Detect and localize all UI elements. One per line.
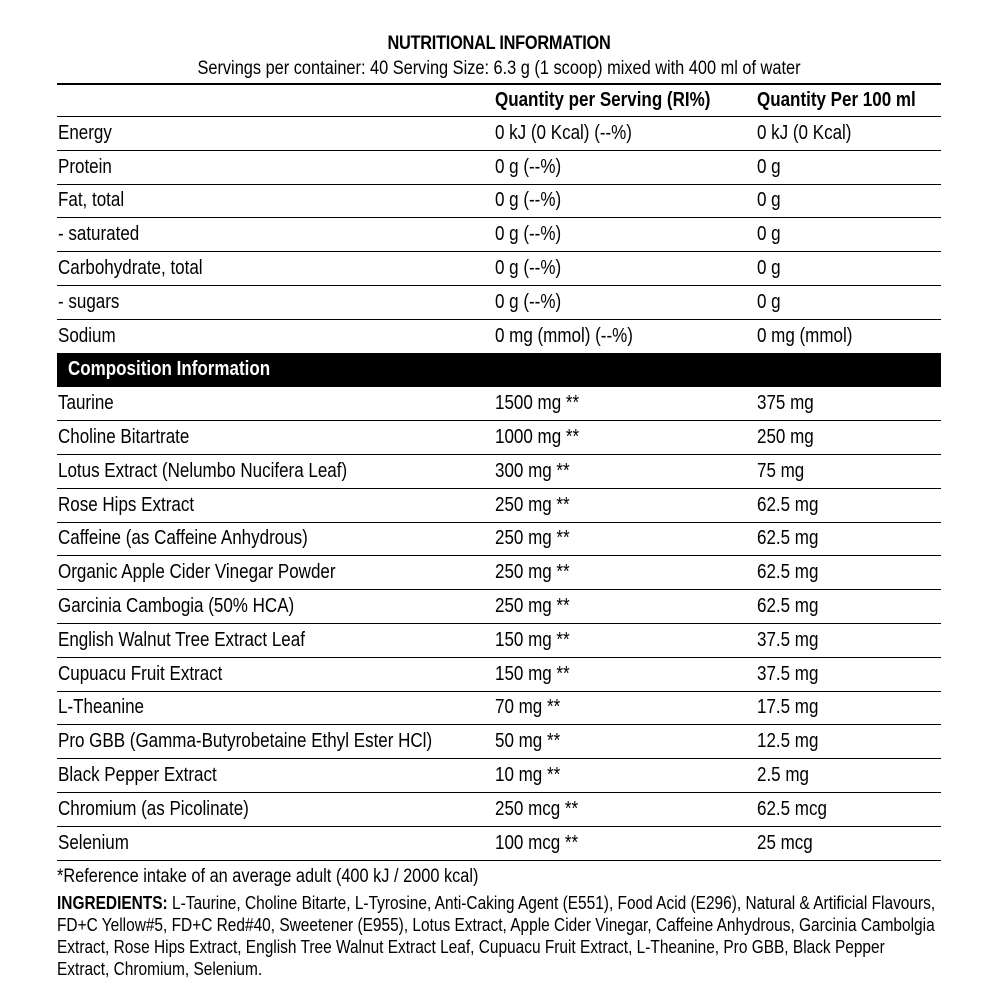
per-serving-value: 250 mg ** <box>494 590 756 624</box>
ingredients-list <box>57 892 941 980</box>
table-row <box>57 556 941 590</box>
per-serving-value: 150 mg ** <box>494 657 756 691</box>
nutrient-name: Garcinia Cambogia (50% HCA) <box>57 590 494 624</box>
per-100ml-value: 37.5 mg <box>756 657 941 691</box>
table-row <box>57 387 941 421</box>
label-title: NUTRITIONAL INFORMATION <box>387 33 611 54</box>
per-100ml-value: 0 g <box>756 252 941 286</box>
nutrient-name: Organic Apple Cider Vinegar Powder <box>57 556 494 590</box>
per-100ml-value: 0 g <box>756 285 941 319</box>
per-serving-value: 150 mg ** <box>494 623 756 657</box>
per-100ml-value: 0 mg (mmol) <box>756 319 941 353</box>
per-100ml-value: 62.5 mg <box>756 556 941 590</box>
nutrient-name: Fat, total <box>57 184 494 218</box>
nutrition-label <box>57 32 941 980</box>
nutrition-rows <box>57 117 941 354</box>
per-serving-value: 1500 mg ** <box>494 387 756 421</box>
table-row <box>57 759 941 793</box>
per-100ml-value: 0 kJ (0 Kcal) <box>756 117 941 151</box>
per-serving-value: 50 mg ** <box>494 725 756 759</box>
table-header-row <box>57 84 941 117</box>
per-100ml-value: 250 mg <box>756 421 941 455</box>
per-100ml-value: 37.5 mg <box>756 623 941 657</box>
per-serving-value: 0 kJ (0 Kcal) (--%) <box>494 117 756 151</box>
per-100ml-value: 17.5 mg <box>756 691 941 725</box>
per-serving-value: 300 mg ** <box>494 454 756 488</box>
per-serving-value: 1000 mg ** <box>494 421 756 455</box>
per-100ml-value: 2.5 mg <box>756 759 941 793</box>
per-100ml-value: 75 mg <box>756 454 941 488</box>
per-100ml-value: 62.5 mg <box>756 590 941 624</box>
nutrient-name: Black Pepper Extract <box>57 759 494 793</box>
table-row <box>57 488 941 522</box>
nutrient-name: Sodium <box>57 319 494 353</box>
per-serving-value: 0 g (--%) <box>494 252 756 286</box>
nutrient-name: Carbohydrate, total <box>57 252 494 286</box>
table-row <box>57 623 941 657</box>
per-serving-value: 100 mcg ** <box>494 826 756 860</box>
nutrient-name: - saturated <box>57 218 494 252</box>
ingredients-text: L-Taurine, Choline Bitarte, L-Tyrosine, Anti-Caking Agent (E551), Food Acid (E296), Natural & Artificial Flavours, FD+C Yellow#5, FD+C Red#40, Sweetener (E955), Lotus Extract, Apple Cider Vinegar, Caffeine Anhydrous, Garcinia Cambolgia Extract, Rose Hips Extract, English Tree Walnut Extract Leaf, Cupuacu Fruit Extract, L-Theanine, Pro GBB, Black Pepper Extract, Chromium, Selenium. <box>57 892 936 979</box>
header-nutrient <box>57 84 494 117</box>
table-row <box>57 826 941 860</box>
nutrient-name: Caffeine (as Caffeine Anhydrous) <box>57 522 494 556</box>
nutrient-name: Rose Hips Extract <box>57 488 494 522</box>
table-row <box>57 792 941 826</box>
nutrient-name: Chromium (as Picolinate) <box>57 792 494 826</box>
composition-header-row <box>57 353 941 387</box>
table-row <box>57 725 941 759</box>
per-100ml-value: 375 mg <box>756 387 941 421</box>
per-100ml-value: 0 g <box>756 150 941 184</box>
table-row <box>57 522 941 556</box>
nutrient-name: Pro GBB (Gamma-Butyrobetaine Ethyl Ester HCl) <box>57 725 494 759</box>
per-serving-value: 250 mg ** <box>494 488 756 522</box>
per-serving-value: 0 g (--%) <box>494 285 756 319</box>
per-serving-value: 250 mg ** <box>494 556 756 590</box>
nutrient-name: Selenium <box>57 826 494 860</box>
table-row <box>57 150 941 184</box>
nutrient-name: Cupuacu Fruit Extract <box>57 657 494 691</box>
table-row <box>57 285 941 319</box>
composition-rows <box>57 387 941 860</box>
composition-header: Composition Information <box>57 353 941 387</box>
per-100ml-value: 12.5 mg <box>756 725 941 759</box>
table-row <box>57 691 941 725</box>
per-100ml-value: 62.5 mg <box>756 488 941 522</box>
nutrient-name: Protein <box>57 150 494 184</box>
table-row <box>57 252 941 286</box>
per-100ml-value: 0 g <box>756 184 941 218</box>
table-row <box>57 657 941 691</box>
nutrition-table <box>57 83 941 861</box>
composition-section <box>57 353 941 387</box>
nutrient-name: Taurine <box>57 387 494 421</box>
nutrient-name: Lotus Extract (Nelumbo Nucifera Leaf) <box>57 454 494 488</box>
per-100ml-value: 62.5 mg <box>756 522 941 556</box>
per-serving-value: 10 mg ** <box>494 759 756 793</box>
serving-info: Servings per container: 40 Serving Size: 6.3 g (1 scoop) mixed with 400 ml of water <box>197 58 801 79</box>
ingredients-label: INGREDIENTS: <box>57 892 168 913</box>
nutrient-name: Energy <box>57 117 494 151</box>
per-serving-value: 0 g (--%) <box>494 218 756 252</box>
per-100ml-value: 62.5 mcg <box>756 792 941 826</box>
header-per-100ml: Quantity Per 100 ml <box>756 84 941 117</box>
table-row <box>57 421 941 455</box>
per-serving-value: 70 mg ** <box>494 691 756 725</box>
table-row <box>57 184 941 218</box>
per-serving-value: 0 g (--%) <box>494 184 756 218</box>
nutrient-name: English Walnut Tree Extract Leaf <box>57 623 494 657</box>
reference-intake-footnote: *Reference intake of an average adult (400 kJ / 2000 kcal) <box>57 865 479 887</box>
table-row <box>57 319 941 353</box>
per-serving-value: 0 mg (mmol) (--%) <box>494 319 756 353</box>
table-row <box>57 117 941 151</box>
nutrient-name: Choline Bitartrate <box>57 421 494 455</box>
nutrient-name: - sugars <box>57 285 494 319</box>
per-serving-value: 250 mg ** <box>494 522 756 556</box>
table-row <box>57 590 941 624</box>
table-row <box>57 454 941 488</box>
nutrient-name: L-Theanine <box>57 691 494 725</box>
per-100ml-value: 0 g <box>756 218 941 252</box>
per-100ml-value: 25 mcg <box>756 826 941 860</box>
table-row <box>57 218 941 252</box>
header-per-serving: Quantity per Serving (RI%) <box>494 84 756 117</box>
per-serving-value: 0 g (--%) <box>494 150 756 184</box>
per-serving-value: 250 mcg ** <box>494 792 756 826</box>
